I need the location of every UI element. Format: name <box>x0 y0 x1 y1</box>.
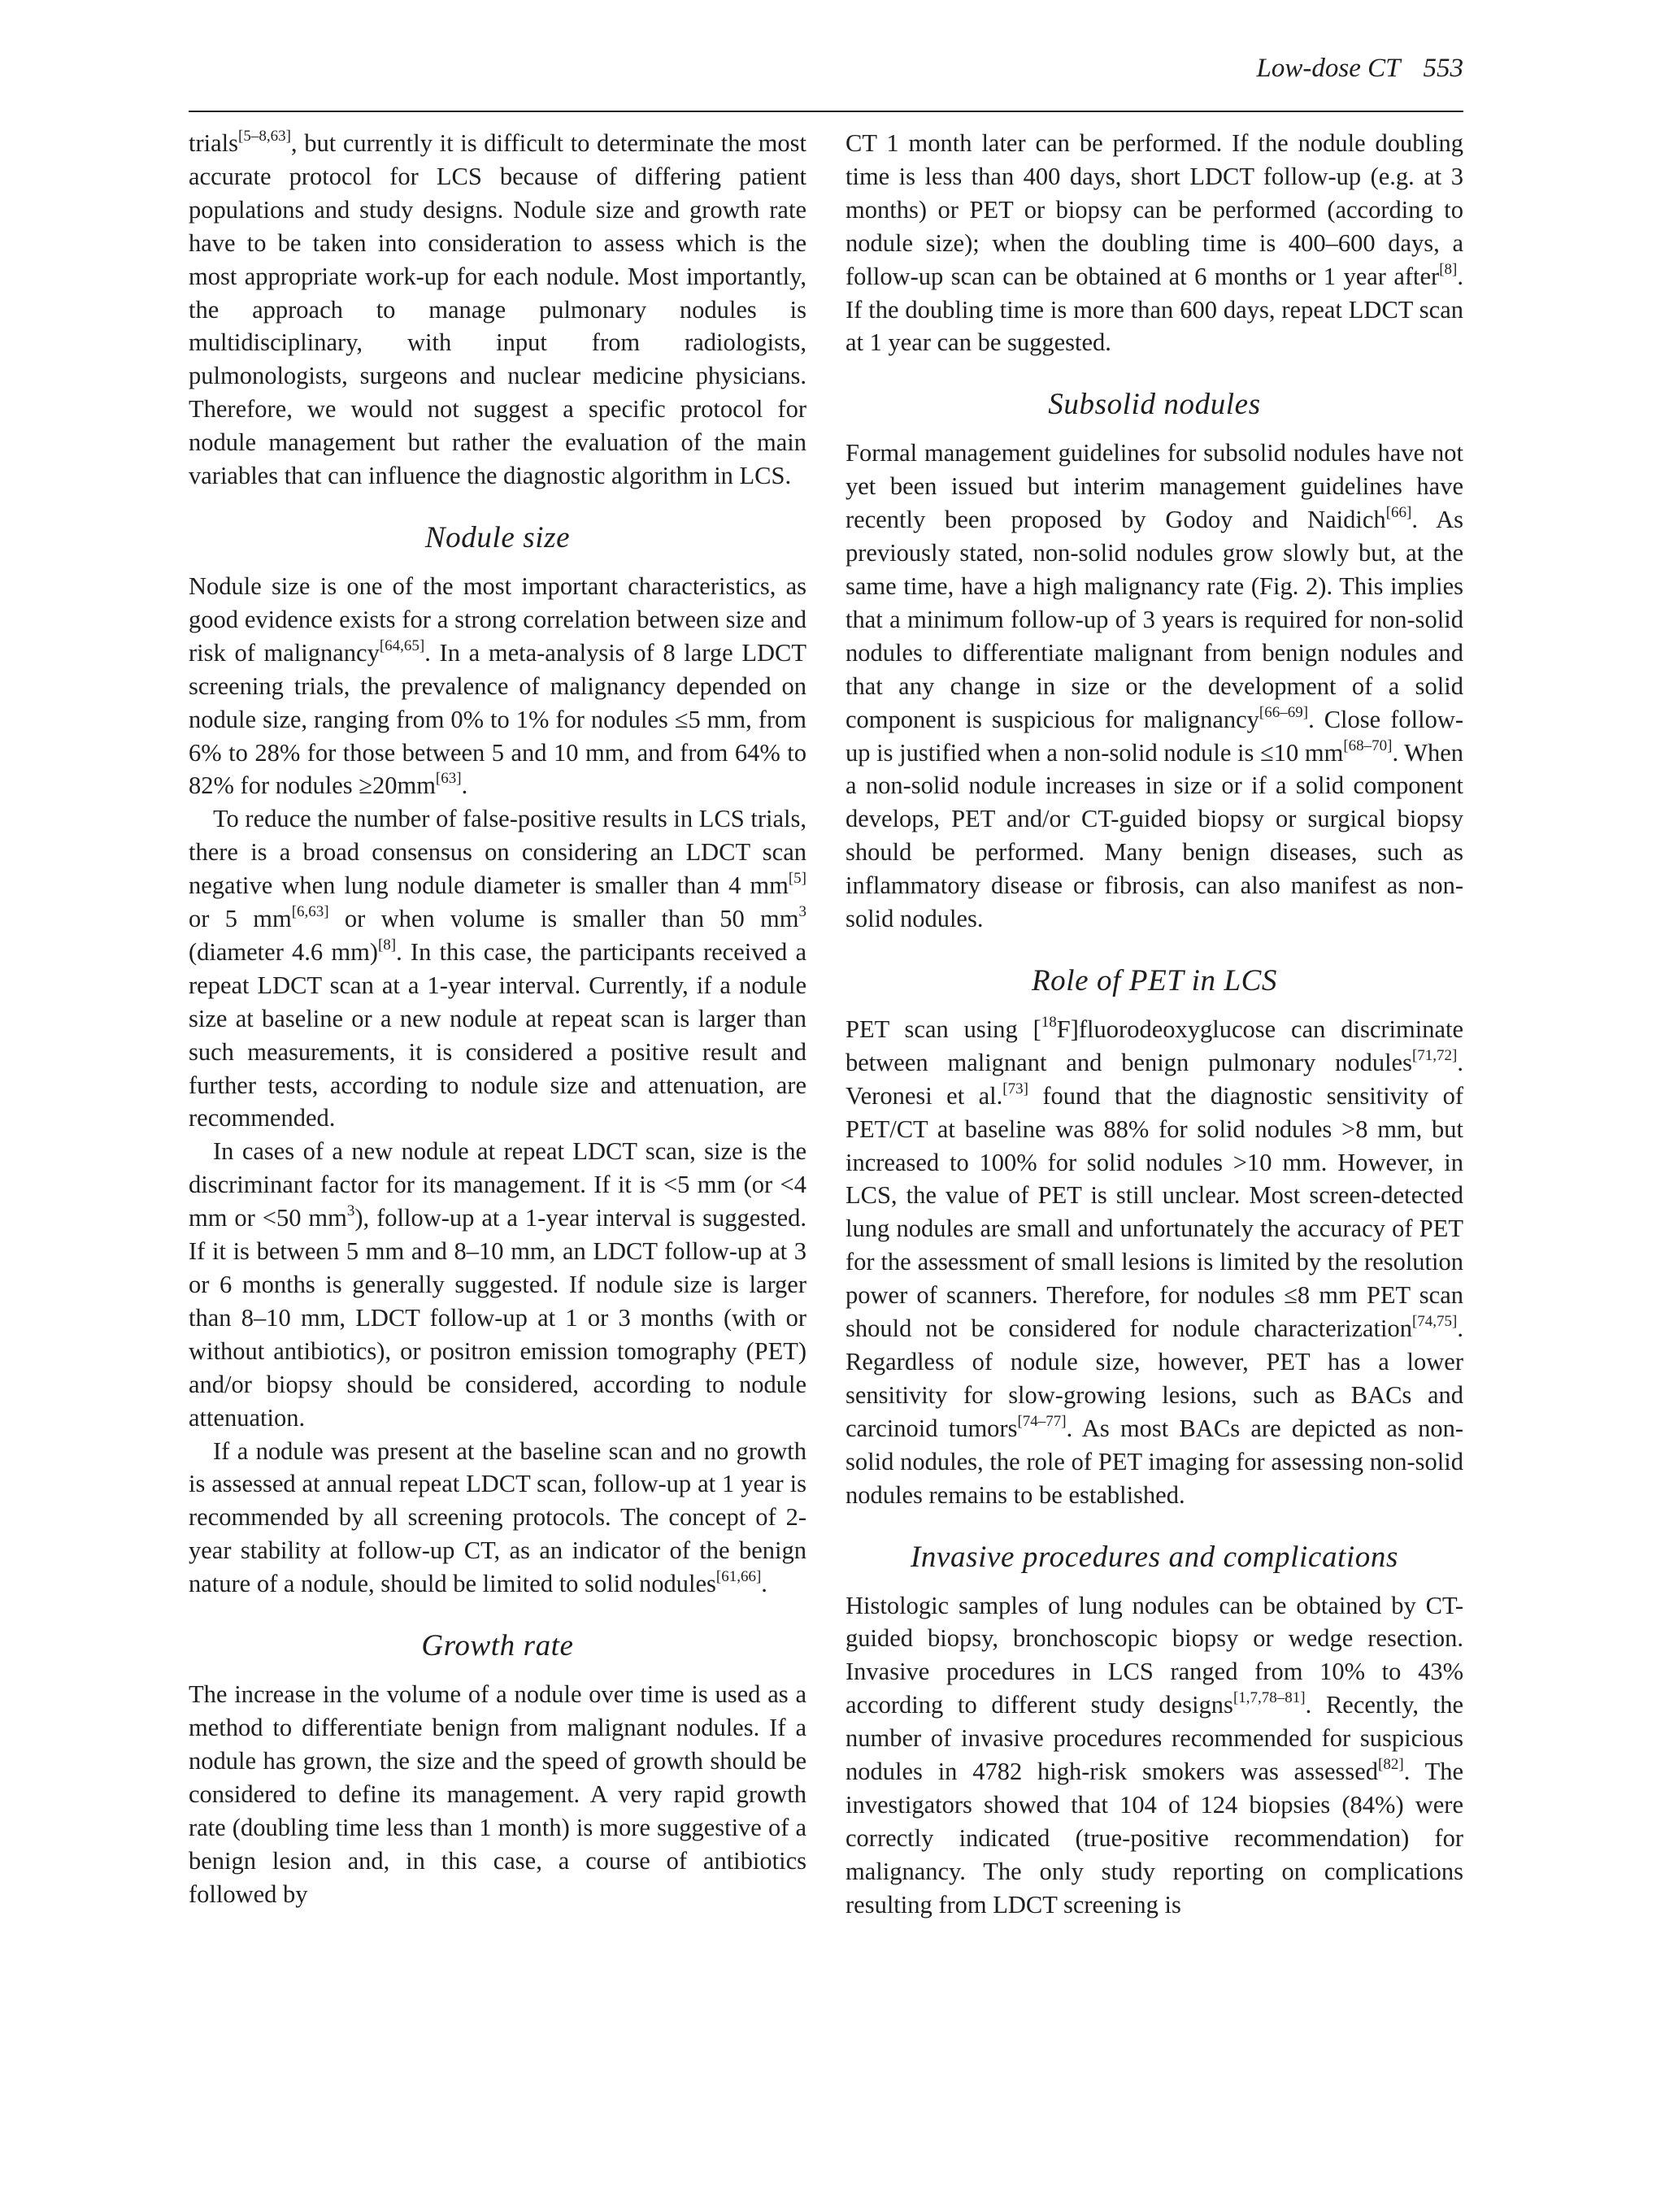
running-head <box>1257 54 1463 84</box>
paragraph <box>846 1013 1463 1512</box>
superscript: 3 <box>798 903 807 921</box>
running-title: Low-dose CT <box>1256 54 1401 83</box>
citation: [8] <box>1439 260 1458 278</box>
citation: [73] <box>1002 1080 1028 1097</box>
text-run: ), follow-up at a 1-year interval is suggested. If it is between 5 mm and 8–10 mm, an LDCT follow-up at 3 or 6 months is generally suggested. If nodule size is larger than 8–10 mm, LDCT follow-up at 1 or 3 months (with or without antibiotics), or positron emission tomography (PET) and/or biopsy should be considered, according to nodule attenuation. <box>189 1204 806 1432</box>
text-run: The increase in the volume of a nodule over time is used as a method to differentiate benign from malignant nodules. If a nodule has grown, the size and the speed of growth should be considered to define its management. A very rapid growth rate (doubling time less than 1 month) is more suggestive of a benign lesion and, in this case, a course of antibiotics followed by <box>189 1680 806 1908</box>
text-run: In cases of a new nodule at repeat LDCT scan, size is the discriminant factor for its management. If it is <5 mm (or <4 mm or <50 mm <box>189 1137 806 1232</box>
citation: [6,63] <box>291 903 329 921</box>
paragraph <box>189 570 806 802</box>
text-run: . Recently, the number of invasive procedures recommended for suspicious nodules in 4782 high-risk smokers was assessed <box>846 1691 1463 1786</box>
text-run: found that the diagnostic sensitivity of PET/CT at baseline was 88% for solid nodules >8 mm, but increased to 100% for solid nodules >10 mm. However, in LCS, the value of PET is still unclear. Most screen-detected lung nodules are small and unfortunately the accuracy of PET for the assessment of small lesions is limited by the resolution power of scanners. Therefore, for nodules ≤8 mm PET scan should not be considered for nodule characterization <box>846 1081 1463 1343</box>
citation: [64,65] <box>379 637 425 654</box>
paragraph <box>846 127 1463 359</box>
text-run: trials <box>189 129 238 157</box>
text-run: . In a meta-analysis of 8 large LDCT screening trials, the prevalence of malignancy depended on nodule size, ranging from 0% to 1% for nodules ≤5 mm, from 6% to 28% for those between 5 and 10 mm, and from 64% to 82% for nodules ≥20mm <box>189 638 806 800</box>
left-column <box>189 127 806 1910</box>
superscript: 18 <box>1041 1013 1057 1031</box>
text-run: . <box>761 1570 767 1598</box>
paragraph <box>846 437 1463 936</box>
citation: [66] <box>1385 504 1412 522</box>
citation: [68–70] <box>1343 737 1393 754</box>
text-run: Formal management guidelines for subsolid nodules have not yet been issued but interim management guidelines have recently been proposed by Godoy and Naidich <box>846 439 1463 534</box>
paragraph <box>846 1589 1463 1922</box>
text-run: Histologic samples of lung nodules can be obtained by CT-guided biopsy, bronchoscopic biopsy or wedge resection. Invasive procedures in LCS ranged from 10% to 43% according to different study designs <box>846 1591 1463 1719</box>
text-run: . As most BACs are depicted as non-solid nodules, the role of PET imaging for assessing non-solid nodules remains to be established. <box>846 1414 1463 1509</box>
text-run: . Close follow-up is justified when a non-solid nodule is ≤10 mm <box>846 705 1463 767</box>
citation: [63] <box>435 770 462 788</box>
section-heading-role-of-pet: Role of PET in LCS <box>1031 963 1278 997</box>
text-run: . Veronesi et al. <box>846 1048 1463 1110</box>
text-run: PET scan using [ <box>846 1015 1041 1043</box>
text-run: To reduce the number of false-positive results in LCS trials, there is a broad consensus on considering an LDCT scan negative when lung nodule diameter is smaller than 4 mm <box>189 805 806 900</box>
text-run: . When a non-solid nodule increases in size or if a solid component develops, PET and/or CT-guided biopsy or surgical biopsy should be performed. Many benign diseases, such as inflammatory disease or fibrosis, can also manifest as non-solid nodules. <box>846 738 1463 933</box>
section-heading-nodule-size: Nodule size <box>424 520 571 554</box>
text-run: , but currently it is difficult to determinate the most accurate protocol for LCS because of differing patient populations and study designs. Nodule size and growth rate have to be taken into consideration to assess which is the most appropriate work-up for each nodule. Most importantly, the approach to manage pulmonary nodules is multidisciplinary, with input from radiologists, pulmonologists, surgeons and nuclear medicine physicians. Therefore, we would not suggest a specific protocol for nodule management but rather the evaluation of the main variables that can influence the diagnostic algorithm in LCS. <box>189 129 806 490</box>
section-heading-invasive-procedures: Invasive procedures and complications <box>910 1540 1399 1574</box>
paragraph <box>189 802 806 1135</box>
text-run: . <box>461 771 468 800</box>
text-run: . In this case, the participants received a repeat LDCT scan at a 1-year interval. Currently, if a nodule size at baseline or a new nodule at repeat scan is larger than such measurements, it is considered a positive result and further tests, according to nodule size and attenuation, are recommended. <box>189 937 806 1132</box>
paragraph <box>189 1678 806 1910</box>
paragraph <box>189 1435 806 1601</box>
text-run: F]fluorodeoxyglucose can discriminate between malignant and benign pulmonary nodules <box>846 1015 1463 1076</box>
paragraph <box>189 127 806 493</box>
superscript: 3 <box>346 1202 355 1220</box>
section-heading-subsolid-nodules: Subsolid nodules <box>1048 388 1261 422</box>
citation: [5] <box>788 870 806 888</box>
section-heading-growth-rate: Growth rate <box>421 1629 574 1663</box>
text-run: . If the doubling time is more than 600 days, repeat LDCT scan at 1 year can be suggested. <box>846 262 1463 357</box>
text-run: . Regardless of nodule size, however, PET has a lower sensitivity for slow-growing lesions, such as BACs and carcinoid tumors <box>846 1315 1463 1442</box>
text-run: or when volume is smaller than 50 mm <box>328 905 799 933</box>
page-number: 553 <box>1423 54 1463 83</box>
text-run: Nodule size is one of the most important characteristics, as good evidence exists for a strong correlation between size and risk of malignancy <box>189 571 806 667</box>
text-run: . As previously stated, non-solid nodules grow slowly but, at the same time, have a high malignancy rate (Fig. 2). This implies that a minimum follow-up of 3 years is required for non-solid nodules to differentiate malignant from benign nodules and that any change in size or the development of a solid component is suspicious for malignancy <box>846 506 1464 733</box>
text-run: CT 1 month later can be performed. If the nodule doubling time is less than 400 days, short LDCT follow-up (e.g. at 3 months) or PET or biopsy can be performed (according to nodule size); when the doubling time is 400–600 days, a follow-up scan can be obtained at 6 months or 1 year after <box>846 129 1463 290</box>
citation: [66–69] <box>1259 703 1309 721</box>
citation: [74,75] <box>1411 1313 1458 1331</box>
header-rule <box>189 111 1463 112</box>
text-run: (diameter 4.6 mm) <box>189 937 378 966</box>
citation: [71,72] <box>1411 1046 1458 1064</box>
citation: [74–77] <box>1017 1412 1067 1430</box>
right-column <box>846 127 1463 1922</box>
text-run: or 5 mm <box>189 905 292 933</box>
paragraph <box>189 1135 806 1434</box>
citation: [8] <box>377 936 397 954</box>
citation: [1,7,78–81] <box>1232 1689 1306 1707</box>
text-run: If a nodule was present at the baseline scan and no growth is assessed at annual repeat LDCT scan, follow-up at 1 year is recommended by all screening protocols. The concept of 2-year stability at follow-up CT, as an indicator of the benign nature of a nodule, should be limited to solid nodules <box>189 1436 806 1598</box>
citation: [82] <box>1378 1756 1404 1774</box>
citation: [61,66] <box>715 1568 762 1586</box>
citation: [5–8,63] <box>238 128 291 145</box>
text-run: . The investigators showed that 104 of 124 biopsies (84%) were correctly indicated (true-positive recommendation) for malignancy. The only study reporting on complications resulting from LDCT screening is <box>846 1758 1463 1919</box>
